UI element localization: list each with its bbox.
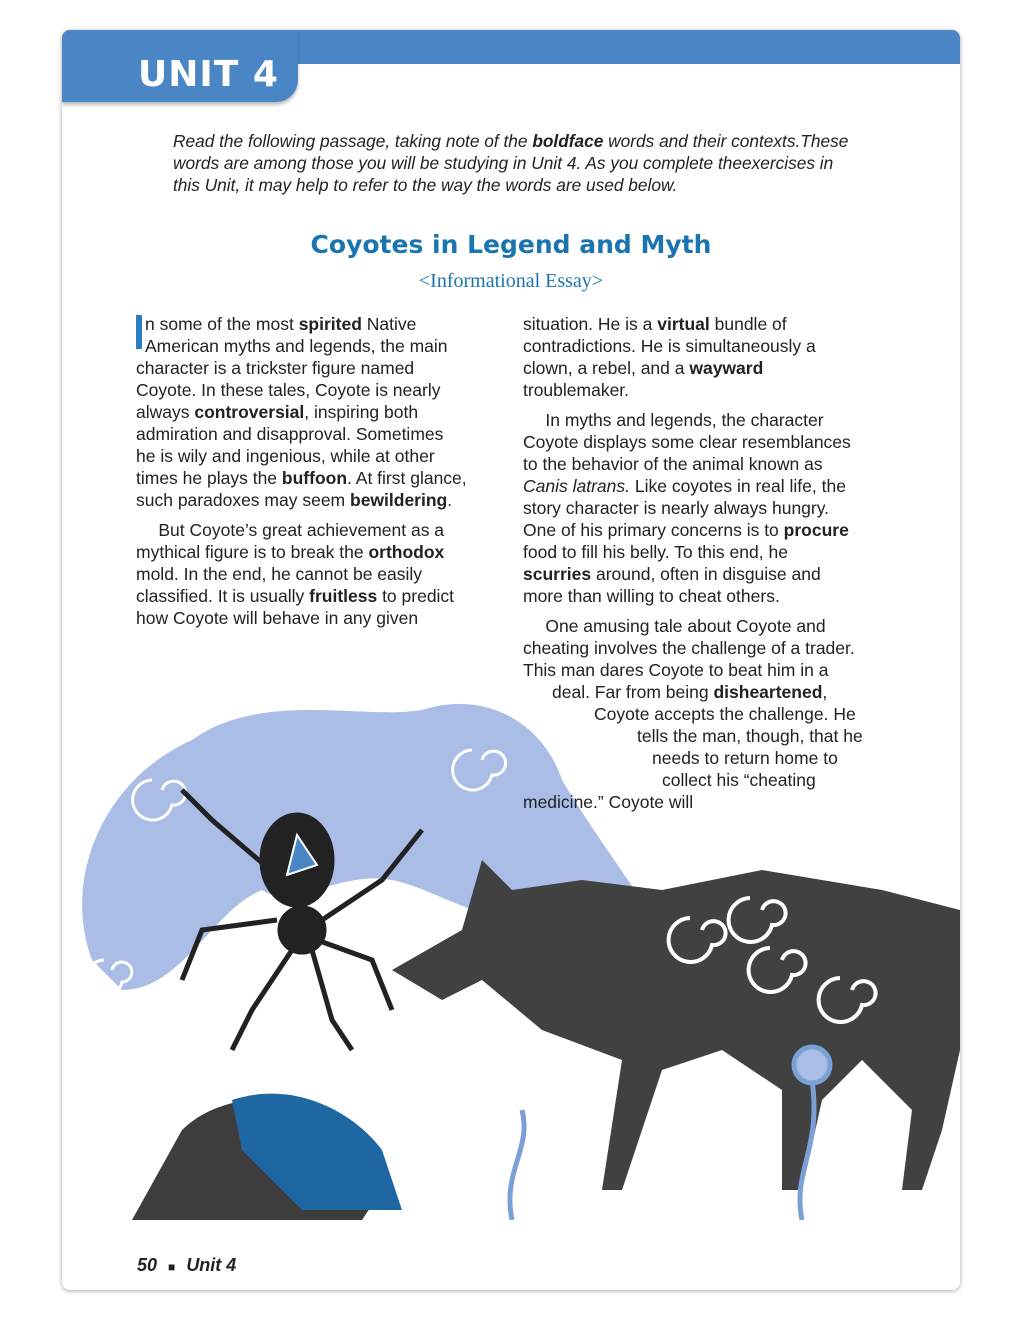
text: Canis latrans. bbox=[523, 476, 630, 496]
text: One amusing tale about Coyote and bbox=[523, 616, 826, 636]
vocab-word: boldface bbox=[532, 131, 604, 151]
text: around, often in disguise and bbox=[591, 564, 821, 584]
text-line bbox=[136, 519, 467, 541]
text: n some of the most bbox=[145, 314, 299, 334]
vocab-word: controversial bbox=[194, 402, 305, 422]
text-line bbox=[523, 379, 863, 401]
passage-genre: <Informational Essay> bbox=[418, 270, 604, 292]
text-line bbox=[523, 791, 863, 813]
text-line bbox=[523, 409, 863, 431]
text: One of his primary concerns is to bbox=[523, 520, 784, 540]
text-line bbox=[523, 541, 863, 563]
text-line bbox=[523, 335, 863, 357]
vocab-word: procure bbox=[783, 520, 849, 540]
text: he is wily and ingenious, while at other bbox=[136, 446, 435, 466]
text-line bbox=[523, 563, 863, 585]
paragraph bbox=[523, 615, 863, 813]
vocab-word: spirited bbox=[298, 314, 362, 334]
text: Coyote displays some clear resemblances bbox=[523, 432, 851, 452]
text-line bbox=[136, 357, 467, 379]
vocab-word: orthodox bbox=[368, 542, 445, 562]
text: admiration and disapproval. Sometimes bbox=[136, 424, 444, 444]
text-line bbox=[523, 497, 863, 519]
text-line bbox=[523, 475, 863, 497]
text: troublemaker. bbox=[523, 380, 630, 400]
text: mold. In the end, he cannot be easily bbox=[136, 564, 423, 584]
text: always bbox=[136, 402, 195, 422]
text: Coyote accepts the challenge. He bbox=[594, 704, 856, 724]
vocab-word: disheartened bbox=[713, 682, 823, 702]
text-line bbox=[523, 769, 863, 791]
text: . At first glance, bbox=[347, 468, 467, 488]
text: Coyote. In these tales, Coyote is nearly bbox=[136, 380, 441, 400]
unit-label: UNIT 4 bbox=[138, 54, 279, 95]
text-line bbox=[523, 659, 863, 681]
text: how Coyote will behave in any given bbox=[136, 608, 419, 628]
text: situation. He is a bbox=[523, 314, 658, 334]
paragraph bbox=[523, 409, 863, 607]
text: Native bbox=[361, 314, 417, 334]
text: story character is nearly always hungry. bbox=[523, 498, 830, 518]
page-footer bbox=[137, 1255, 236, 1276]
text: , bbox=[822, 682, 828, 702]
text-line bbox=[523, 747, 863, 769]
text: needs to return home to bbox=[652, 748, 838, 768]
text: words and their contexts. bbox=[603, 131, 801, 151]
separator-square-icon: ■ bbox=[168, 1260, 176, 1274]
textbook-page bbox=[62, 30, 960, 1290]
text: such paradoxes may seem bbox=[136, 490, 350, 510]
text: Read the following passage, taking note of the bbox=[173, 131, 533, 151]
footer-unit: Unit 4 bbox=[186, 1255, 237, 1275]
text: But Coyote’s great achievement as a bbox=[136, 520, 445, 540]
text-line bbox=[136, 541, 467, 563]
text: medicine.” Coyote will bbox=[523, 792, 694, 812]
text-line bbox=[173, 131, 800, 151]
paragraph bbox=[136, 519, 467, 629]
text: . bbox=[447, 490, 453, 510]
text-line bbox=[136, 585, 467, 607]
coyote-icon bbox=[392, 860, 960, 1190]
text-line bbox=[523, 637, 863, 659]
vocab-word: bewildering bbox=[350, 490, 448, 510]
text: times he plays the bbox=[136, 468, 282, 488]
text: classified. It is usually bbox=[136, 586, 310, 606]
text: character is a trickster figure named bbox=[136, 358, 415, 378]
drop-cap-i bbox=[136, 315, 142, 349]
rock-with-blanket-icon bbox=[132, 1094, 402, 1220]
text-line bbox=[523, 615, 863, 637]
text-line bbox=[136, 445, 467, 467]
text-line bbox=[136, 401, 467, 423]
text-line bbox=[523, 703, 863, 725]
text-line bbox=[136, 379, 467, 401]
text: clown, a rebel, and a bbox=[523, 358, 690, 378]
text: tells the man, though, that he bbox=[637, 726, 863, 746]
paragraph bbox=[136, 313, 467, 511]
text-line bbox=[523, 453, 863, 475]
passage-title: Coyotes in Legend and Myth bbox=[310, 230, 712, 259]
page-number: 50 bbox=[137, 1255, 158, 1275]
text: deal. Far from being bbox=[552, 682, 714, 702]
text-line bbox=[136, 423, 467, 445]
text: , inspiring both bbox=[304, 402, 419, 422]
column-left bbox=[136, 313, 467, 637]
text-line bbox=[523, 357, 863, 379]
text: contradictions. He is simultaneously a bbox=[523, 336, 816, 356]
text-line bbox=[136, 335, 467, 357]
text-line bbox=[136, 563, 467, 585]
text: This man dares Coyote to beat him in a bbox=[523, 660, 829, 680]
text-line bbox=[136, 467, 467, 489]
vocab-word: virtual bbox=[657, 314, 710, 334]
text: American myths and legends, the main bbox=[145, 336, 448, 356]
vocab-word: fruitless bbox=[309, 586, 378, 606]
vocab-word: wayward bbox=[689, 358, 764, 378]
vocab-word: buffoon bbox=[281, 468, 348, 488]
text-line bbox=[523, 681, 863, 703]
text: bundle of bbox=[709, 314, 787, 334]
text: cheating involves the challenge of a trader. bbox=[523, 638, 855, 658]
intro-instructions bbox=[173, 130, 853, 196]
text: food to fill his belly. To this end, he bbox=[523, 542, 788, 562]
text-line bbox=[523, 725, 863, 747]
text: These words are among those you will be studying in Unit 4. As you complete the bbox=[173, 131, 849, 173]
text: Like coyotes in real life, the bbox=[630, 476, 846, 496]
text-line bbox=[523, 431, 863, 453]
column-right bbox=[523, 313, 863, 821]
text-line bbox=[136, 607, 467, 629]
text: to the behavior of the animal known as bbox=[523, 454, 823, 474]
text-line bbox=[523, 313, 863, 335]
text: In myths and legends, the character bbox=[523, 410, 824, 430]
text-line bbox=[136, 313, 467, 335]
text-line bbox=[136, 489, 467, 511]
text: exercises in this Unit, it may help to refer to the way the words are used below. bbox=[173, 153, 834, 195]
text-line bbox=[523, 585, 863, 607]
text: more than willing to cheat others. bbox=[523, 586, 780, 606]
text-line bbox=[523, 519, 863, 541]
text: collect his “cheating bbox=[662, 770, 816, 790]
paragraph bbox=[523, 313, 863, 401]
ground bbox=[62, 1220, 960, 1250]
vocab-word: scurries bbox=[523, 564, 592, 584]
text: to predict bbox=[377, 586, 455, 606]
text: mythical figure is to break the bbox=[136, 542, 369, 562]
